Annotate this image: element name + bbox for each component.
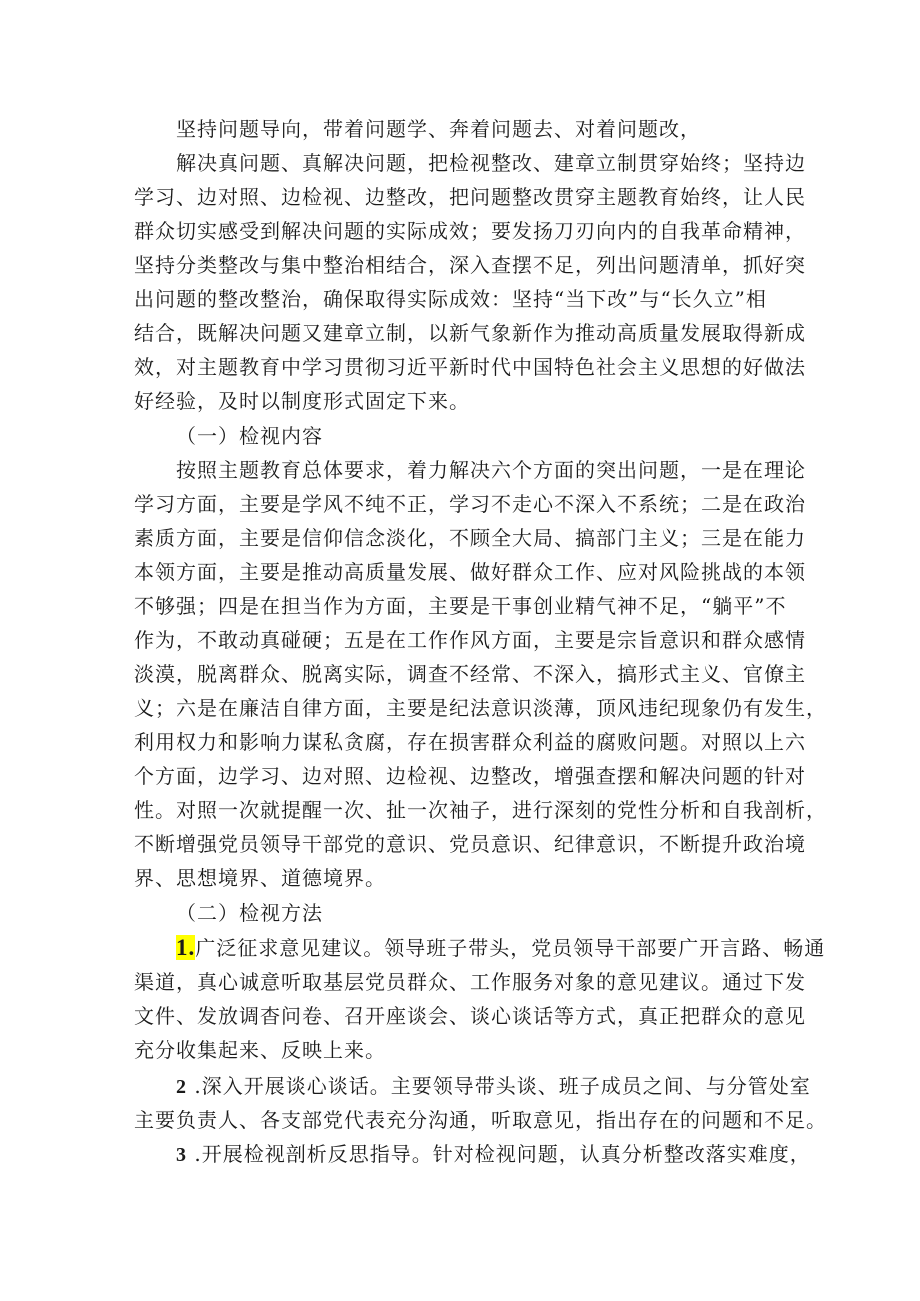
paragraph-line: 性。对照一次就提醒一次、扯一次袖子，进行深刻的党性分析和自我剖析， [134,798,827,822]
paragraph-line: 本领方面，主要是推动高质量发展、做好群众工作、应对风险挑战的本领 [134,560,806,584]
paragraph-line: 不断增强党员领导干部党的意识、党员意识、纪律意识，不断提升政治境 [134,832,806,856]
list-item-2-first-line [176,1069,811,1103]
paragraph-line: 出问题的整改整治，确保取得实际成效：坚持“当下改”与“长久立”相 [134,287,767,311]
paragraph-line: 解决真问题、真解决问题，把检视整改、建章立制贯穿始终；坚持边 [176,151,806,175]
paragraph-line: 坚持分类整改与集中整治相结合，深入查摆不足，列出问题清单，抓好突 [134,253,806,277]
paragraph-line: 个方面，边学习、边对照、边检视、边整改，增强查摆和解决问题的针对 [134,764,806,788]
section-heading-2: （二）检视方法 [176,901,323,925]
paragraph-line: 利用权力和影响力谋私贪腐，存在损害群众利益的腐败问题。对照以上六 [134,730,806,754]
paragraph-line: 好经验，及时以制度形式固定下来。 [134,389,470,413]
paragraph-line: 义；六是在廉洁自律方面，主要是纪法意识淡薄，顶风违纪现象仍有发生， [134,696,827,720]
paragraph-line: 淡漠，脱离群众、脱离实际，调查不经常、不深入，搞形式主义、官僚主 [134,662,806,686]
paragraph-line: 主要负责人、各支部党代表充分沟通，听取意见，指出存在的问题和不足。 [134,1108,827,1132]
paragraph-line: 坚持问题导向，带着问题学、奔着问题去、对着问题改， [176,117,701,141]
list-item-3-first-line [176,1137,811,1171]
paragraph-line: 学习方面，主要是学风不纯不正，学习不走心不深入不系统；二是在政治 [134,492,806,516]
paragraph-line: 效，对主题教育中学习贯彻习近平新时代中国特色社会主义思想的好做法 [134,355,806,379]
paragraph-line: 学习、边对照、边检视、边整改，把问题整改贯穿主题教育始终，让人民 [134,185,806,209]
item-number: 2 [176,1076,187,1098]
list-item-text: 广泛征求意见建议。领导班子带头，党员领导干部要广开言路、畅通 [195,936,826,960]
paragraph-line: 素质方面，主要是信仰信念淡化，不顾全大局、搞部门主义；三是在能力 [134,526,806,550]
paragraph-line: 渠道，真心诚意听取基层党员群众、工作服务对象的意见建议。通过下发 [134,970,806,994]
list-item-text: .开展检视剖析反思指导。针对检视问题，认真分析整改落实难度， [194,1142,811,1166]
paragraph-line: 作为，不敢动真碰硬；五是在工作作风方面，主要是宗旨意识和群众感情 [134,628,806,652]
item-number-highlight: 1. [176,935,196,960]
section-heading-1: （一）检视内容 [176,424,323,448]
list-item-text: .深入开展谈心谈话。主要领导带头谈、班子成员之间、与分管处室 [194,1074,811,1098]
paragraph-line: 界、思想境界、道德境界。 [134,866,386,890]
paragraph-line: 结合，既解决问题又建章立制，以新气象新作为推动高质量发展取得新成 [134,321,806,345]
list-item-1-first-line [176,931,826,965]
paragraph-line: 文件、发放调杳问卷、召开座谈会、谈心谈话等方式，真正把群众的意见 [134,1004,806,1028]
paragraph-line: 充分收集起来、反映上来。 [134,1038,386,1062]
paragraph-line: 不够强；四是在担当作为方面，主要是干事创业精气神不足，“躺平”不 [134,594,787,618]
item-number: 3 [176,1144,187,1166]
paragraph-line: 按照主题教育总体要求，着力解决六个方面的突出问题，一是在理论 [176,458,806,482]
paragraph-line: 群众切实感受到解决问题的实际成效；要发扬刀刃向内的自我革命精神， [134,219,806,243]
